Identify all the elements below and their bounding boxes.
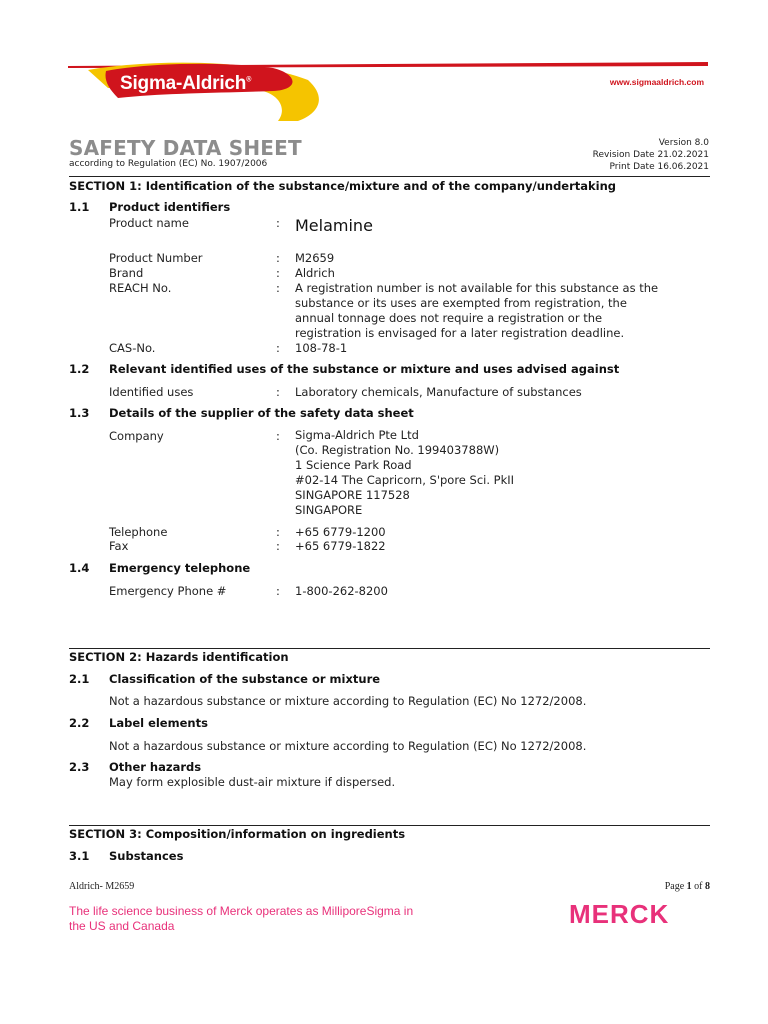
cas-label: CAS-No.: [109, 341, 156, 355]
classification-text: Not a hazardous substance or mixture according to Regulation (EC) No 1272/2008.: [109, 694, 587, 708]
subsection-2-3-title: Other hazards: [109, 760, 202, 774]
subsection-2-2-number: 2.2: [69, 716, 90, 730]
telephone-value[interactable]: +65 6779-1200: [295, 525, 386, 539]
reach-line: A registration number is not available for this substance as the: [295, 281, 659, 295]
colon: :: [276, 266, 280, 280]
merck-logo: [569, 901, 715, 931]
product-name-value: Melamine: [295, 216, 373, 235]
colon: :: [276, 216, 280, 230]
identified-uses-label: Identified uses: [109, 385, 194, 399]
regulation-subtitle: according to Regulation (EC) No. 1907/2006: [69, 159, 268, 169]
colon: :: [276, 281, 280, 295]
subsection-2-1-number: 2.1: [69, 672, 90, 686]
header-banner: [0, 0, 768, 125]
subsection-1-2-title: Relevant identified uses of the substance or mixture and uses advised against: [109, 362, 620, 376]
reach-value: [295, 281, 658, 341]
footer-product-ref: Aldrich- M2659: [69, 881, 135, 892]
page-label: Page: [664, 881, 685, 892]
section-divider: [69, 825, 710, 826]
subsection-1-4-title: Emergency telephone: [109, 561, 251, 575]
section-1-title: SECTION 1: Identification of the substance/mixture and of the company/undertaking: [69, 179, 617, 193]
subsection-3-1-number: 3.1: [69, 849, 90, 863]
telephone-label: Telephone: [109, 525, 168, 539]
emergency-phone-value[interactable]: 1-800-262-8200: [295, 584, 388, 598]
subsection-2-1-title: Classification of the substance or mixture: [109, 672, 381, 686]
company-line: #02-14 The Capricorn, S'pore Sci. PkII: [295, 473, 515, 487]
section-2-title: SECTION 2: Hazards identification: [69, 650, 289, 664]
merck-note-line: the US and Canada: [69, 919, 175, 933]
brand-logo-text: Sigma-Aldrich: [120, 73, 247, 94]
page-title: SAFETY DATA SHEET: [69, 136, 302, 160]
section-divider: [69, 648, 710, 649]
colon: :: [276, 525, 280, 539]
merck-logo-graphic: [569, 901, 715, 927]
company-line: SINGAPORE 117528: [295, 488, 410, 502]
company-address: [295, 428, 514, 518]
brand-label: Brand: [109, 266, 144, 280]
subsection-1-2-number: 1.2: [69, 362, 90, 376]
product-number-value: M2659: [295, 251, 335, 265]
total-pages: 8: [705, 881, 710, 892]
product-name-label: Product name: [109, 216, 189, 230]
cas-value: 108-78-1: [295, 341, 348, 355]
colon: :: [276, 341, 280, 355]
brand-value: Aldrich: [295, 266, 335, 280]
section-3-title: SECTION 3: Composition/information on ingredients: [69, 827, 406, 841]
fax-label: Fax: [109, 539, 129, 553]
colon: :: [276, 584, 280, 598]
reach-line: substance or its uses are exempted from registration, the: [295, 296, 627, 310]
merck-logo-text: MERCK: [569, 901, 670, 927]
company-line: (Co. Registration No. 199403788W): [295, 443, 500, 457]
subsection-1-3-number: 1.3: [69, 406, 90, 420]
merck-note-line: The life science business of Merck operates as MilliporeSigma in: [69, 904, 414, 918]
merck-note: [69, 904, 489, 934]
product-number-label: Product Number: [109, 251, 203, 265]
version-text: Version 8.0: [658, 138, 709, 148]
identified-uses-value: Laboratory chemicals, Manufacture of substances: [295, 385, 582, 399]
brand-logo: [120, 73, 251, 95]
colon: :: [276, 385, 280, 399]
company-line: 1 Science Park Road: [295, 458, 412, 472]
page-number: 1: [686, 881, 692, 892]
reach-line: registration is envisaged for a later registration deadline.: [295, 326, 625, 340]
section-divider: [69, 176, 710, 177]
revision-date: Revision Date 21.02.2021: [592, 150, 709, 160]
of-label: of: [694, 881, 703, 892]
subsection-2-3-number: 2.3: [69, 760, 90, 774]
company-line: SINGAPORE: [295, 503, 363, 517]
subsection-1-1-number: 1.1: [69, 200, 90, 214]
emergency-phone-label: Emergency Phone #: [109, 584, 227, 598]
reach-label: REACH No.: [109, 281, 172, 295]
website-link[interactable]: www.sigmaaldrich.com: [609, 77, 704, 87]
subsection-2-2-title: Label elements: [109, 716, 208, 730]
brand-reg-mark: ®: [246, 76, 252, 84]
colon: :: [276, 429, 280, 443]
page-indicator: [665, 881, 710, 892]
other-hazards-text: May form explosible dust-air mixture if dispersed.: [109, 775, 396, 789]
subsection-1-4-number: 1.4: [69, 561, 90, 575]
subsection-1-3-title: Details of the supplier of the safety data sheet: [109, 406, 414, 420]
colon: :: [276, 539, 280, 553]
reach-line: annual tonnage does not require a registration or the: [295, 311, 603, 325]
print-date: Print Date 16.06.2021: [609, 162, 709, 172]
subsection-1-1-title: Product identifiers: [109, 200, 231, 214]
subsection-3-1-title: Substances: [109, 849, 184, 863]
company-label: Company: [109, 429, 164, 443]
fax-value: +65 6779-1822: [295, 539, 386, 553]
label-elements-text: Not a hazardous substance or mixture according to Regulation (EC) No 1272/2008.: [109, 739, 587, 753]
colon: :: [276, 251, 280, 265]
version-block: [593, 137, 709, 173]
company-line: Sigma-Aldrich Pte Ltd: [295, 428, 419, 442]
